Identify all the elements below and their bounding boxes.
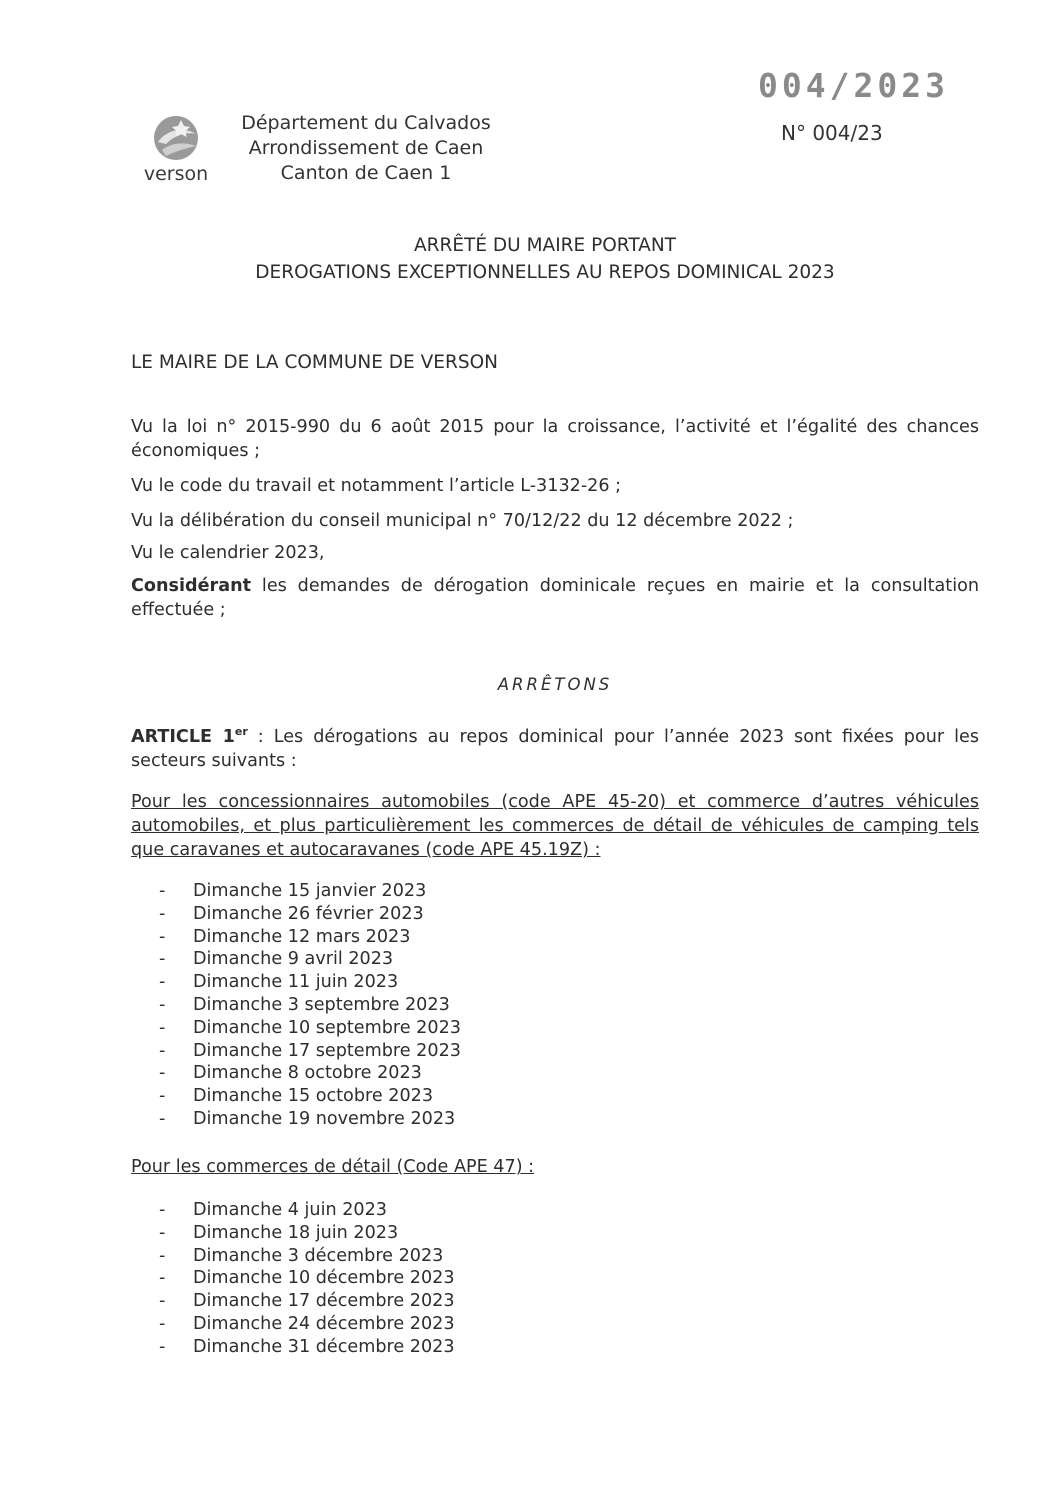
reference-number: N° 004/23	[781, 121, 883, 145]
considerant-label: Considérant	[131, 576, 252, 596]
document-title	[195, 232, 895, 286]
list-item: - Dimanche 10 septembre 2023	[131, 1017, 461, 1040]
list-item: - Dimanche 4 juin 2023	[131, 1199, 455, 1222]
header-line-canton: Canton de Caen 1	[280, 162, 452, 184]
sector-1-heading: Pour les concessionnaires automobiles (code APE 45-20) et commerce d’autres véhicules automobiles, et plus particulièrement les commerces de détail de véhicules de camping tels que caravanes et autocaravanes (code APE 45.19Z) :	[131, 792, 979, 860]
list-item: - Dimanche 19 novembre 2023	[131, 1108, 461, 1131]
considerant-text: les demandes de dérogation dominicale reçues en mairie et la consultation effectuée ;	[131, 576, 979, 620]
sector-2-date-list	[131, 1199, 455, 1359]
article-1-sup: er	[234, 725, 248, 738]
list-item: - Dimanche 31 décembre 2023	[131, 1336, 455, 1359]
list-item: - Dimanche 15 janvier 2023	[131, 880, 461, 903]
department-header	[229, 111, 503, 186]
title-line-2: DEROGATIONS EXCEPTIONNELLES AU REPOS DOMINICAL 2023	[255, 262, 835, 283]
considerant-paragraph	[131, 574, 979, 622]
sector-2-heading: Pour les commerces de détail (Code APE 47) :	[131, 1157, 535, 1177]
list-item: - Dimanche 10 décembre 2023	[131, 1267, 455, 1290]
header-line-department: Département du Calvados	[241, 112, 491, 134]
list-item: - Dimanche 15 octobre 2023	[131, 1085, 461, 1108]
verson-logo	[136, 112, 216, 188]
header-line-arrondissement: Arrondissement de Caen	[248, 137, 484, 159]
list-item: - Dimanche 17 septembre 2023	[131, 1040, 461, 1063]
mayor-heading: LE MAIRE DE LA COMMUNE DE VERSON	[131, 352, 498, 373]
list-item: - Dimanche 8 octobre 2023	[131, 1062, 461, 1085]
verson-logo-icon	[136, 112, 216, 164]
title-line-1: ARRÊTÉ DU MAIRE PORTANT	[414, 235, 676, 256]
article-1	[131, 720, 979, 773]
logo-text: verson	[143, 163, 209, 185]
vu-paragraph-calendar: Vu le calendrier 2023,	[131, 543, 325, 563]
sector-1-date-list	[131, 880, 461, 1131]
list-item: - Dimanche 17 décembre 2023	[131, 1290, 455, 1313]
list-item: - Dimanche 9 avril 2023	[131, 948, 461, 971]
list-item: - Dimanche 18 juin 2023	[131, 1222, 455, 1245]
article-1-text: : Les dérogations au repos dominical pour l’année 2023 sont fixées pour les secteurs suivants :	[131, 726, 979, 771]
list-item: - Dimanche 24 décembre 2023	[131, 1313, 455, 1336]
stamp-number: 004/2023	[758, 66, 949, 105]
arretons-heading: ARRÊTONS	[497, 675, 613, 694]
vu-paragraph-law: Vu la loi n° 2015-990 du 6 août 2015 pour la croissance, l’activité et l’égalité des chances économiques ;	[131, 417, 979, 461]
list-item: - Dimanche 26 février 2023	[131, 903, 461, 926]
list-item: - Dimanche 3 septembre 2023	[131, 994, 461, 1017]
list-item: - Dimanche 11 juin 2023	[131, 971, 461, 994]
article-1-label: ARTICLE 1	[131, 726, 235, 747]
vu-paragraph-deliberation: Vu la délibération du conseil municipal n° 70/12/22 du 12 décembre 2022 ;	[131, 511, 794, 531]
list-item: - Dimanche 3 décembre 2023	[131, 1245, 455, 1268]
vu-paragraph-code: Vu le code du travail et notamment l’article L-3132-26 ;	[131, 476, 622, 496]
list-item: - Dimanche 12 mars 2023	[131, 926, 461, 949]
